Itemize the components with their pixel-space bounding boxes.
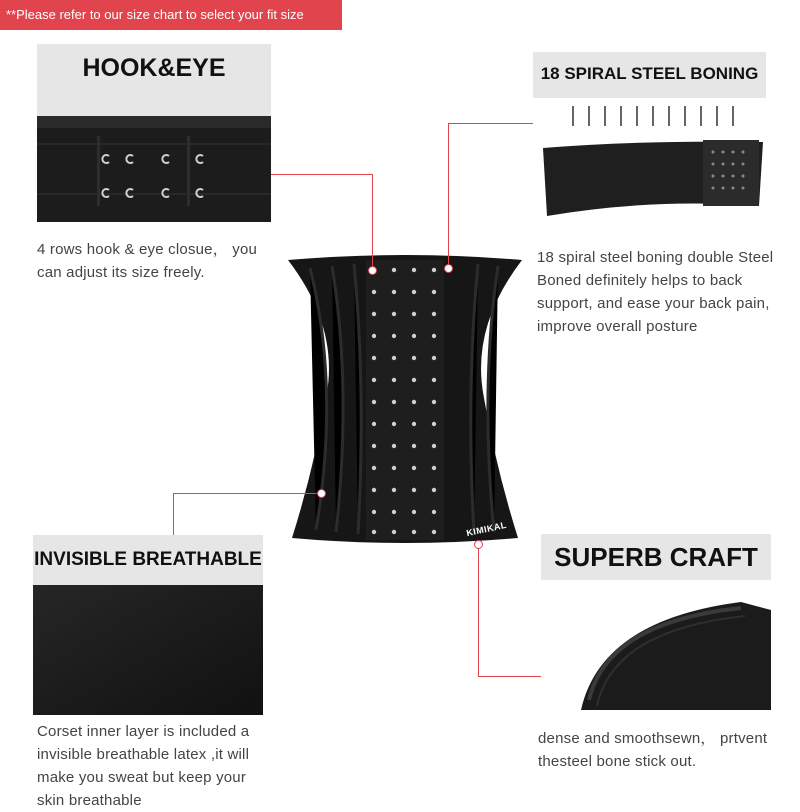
breathable-photo [33, 585, 263, 715]
callout-dot-hook-eye [368, 266, 377, 275]
callout-dot-boning [444, 264, 453, 273]
steel-boning-image [533, 98, 766, 228]
corset-illustration [270, 248, 540, 548]
brand-label: KIMIKAL [465, 519, 508, 539]
callout-line-breathable-h [173, 493, 321, 494]
callout-dot-craft [474, 540, 483, 549]
size-chart-banner: **Please refer to our size chart to select your fit size [0, 0, 342, 30]
callout-line-boning-h [448, 123, 533, 124]
hook-eye-panel [37, 44, 271, 222]
craft-panel [541, 534, 771, 710]
callout-line-hook-eye-v [372, 174, 373, 270]
spiral-boning-description: 18 spiral steel boning double Steel Boned definitely helps to back support, and ease your back pain, improve overall posture [537, 249, 774, 335]
craft-photo [541, 580, 771, 710]
hook-eye-description: 4 rows hook & eye closue， you can adjust its size freely. [37, 241, 258, 281]
callout-line-craft-v [478, 544, 479, 676]
craft-description: dense and smoothsewn， prtvent thesteel bone stick out. [538, 730, 768, 770]
hook-eye-closeup-image [37, 116, 271, 222]
craft-title: SUPERB CRAFT [554, 542, 758, 572]
craft-edge-image [541, 580, 771, 710]
callout-line-breathable-v [173, 493, 174, 535]
callout-line-craft-h [478, 676, 541, 677]
breathable-description: Corset inner layer is included a invisible breathable latex ,it will make you sweat but keep your skin breathable [37, 723, 250, 809]
breathable-fabric-image [33, 585, 263, 715]
hook-eye-title: HOOK&EYE [82, 54, 226, 82]
spiral-boning-panel [533, 52, 766, 228]
hook-eye-photo [37, 116, 271, 222]
breathable-title: INVISIBLE BREATHABLE [34, 549, 262, 570]
waist-trainer-image [270, 248, 540, 548]
spiral-boning-title: 18 SPIRAL STEEL BONING [540, 64, 759, 83]
spiral-boning-photo [533, 98, 766, 228]
callout-line-hook-eye-h [271, 174, 373, 175]
callout-line-boning-v [448, 123, 449, 268]
breathable-panel [33, 535, 263, 715]
callout-dot-breathable [317, 489, 326, 498]
